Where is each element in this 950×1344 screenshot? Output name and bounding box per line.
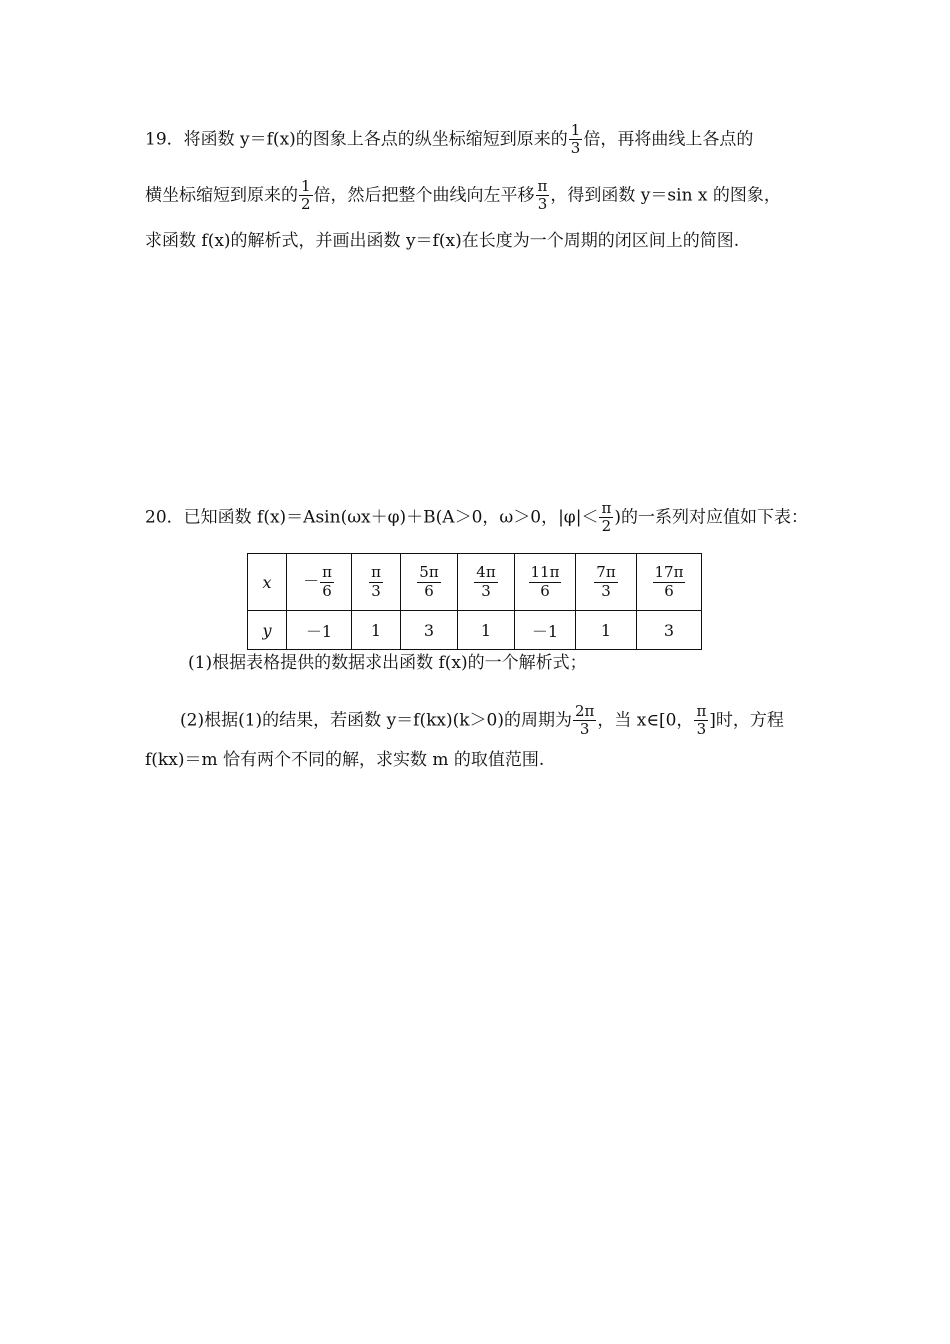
table-header-x: x bbox=[248, 554, 287, 611]
fraction-one-third bbox=[569, 122, 583, 158]
table-row-y bbox=[248, 611, 702, 650]
table-cell-y: 3 bbox=[637, 611, 702, 650]
table-cell-x bbox=[515, 554, 576, 611]
fraction-numerator: 11π bbox=[530, 563, 560, 582]
q20-line-1 bbox=[145, 500, 808, 536]
table-fraction bbox=[529, 564, 562, 600]
table-cell-x bbox=[352, 554, 401, 611]
fraction-numerator: 2π bbox=[575, 702, 595, 720]
fraction-numerator: 17π bbox=[654, 563, 684, 582]
fraction-denominator: 3 bbox=[570, 139, 581, 158]
table-cell-x bbox=[287, 554, 352, 611]
q19-text-2c: ，得到函数 y＝sin x 的图象， bbox=[550, 185, 781, 206]
table-fraction bbox=[594, 564, 617, 600]
fraction-numerator: π bbox=[696, 702, 707, 720]
fraction-denominator: 3 bbox=[481, 581, 491, 600]
fraction-denominator: 3 bbox=[579, 720, 590, 739]
q19-line-1 bbox=[145, 122, 753, 158]
fraction-numerator: π bbox=[601, 499, 612, 517]
q20-part-1: (1)根据表格提供的数据求出函数 f(x)的一个解析式； bbox=[188, 653, 587, 673]
table-row-x bbox=[248, 554, 702, 611]
fraction-two-pi-third bbox=[573, 703, 596, 739]
table-fraction bbox=[369, 564, 383, 600]
fraction-numerator: 5π bbox=[419, 563, 439, 582]
table-fraction bbox=[653, 564, 686, 600]
q20-part2-text-c: ]时，方程 bbox=[709, 710, 784, 731]
q19-text-1a: 19．将函数 y＝f(x)的图象上各点的纵坐标缩短到原来的 bbox=[145, 129, 568, 150]
table-cell-y: 3 bbox=[401, 611, 458, 650]
q19-line-3: 求函数 f(x)的解析式，并画出函数 y＝f(x)在长度为一个周期的闭区间上的简图. bbox=[145, 231, 740, 251]
fraction-numerator: 7π bbox=[596, 563, 616, 582]
fraction-numerator: 4π bbox=[476, 563, 496, 582]
fraction-denominator: 3 bbox=[371, 581, 381, 600]
fraction-denominator: 6 bbox=[322, 581, 332, 600]
q19-text-1b: 倍，再将曲线上各点的 bbox=[583, 129, 754, 150]
table-cell-x bbox=[576, 554, 637, 611]
q20-part2-text-a: (2)根据(1)的结果，若函数 y＝f(kx)(k＞0)的周期为 bbox=[180, 710, 572, 731]
q20-text-1b: )的一系列对应值如下表： bbox=[614, 507, 808, 528]
fraction-one-half bbox=[299, 178, 313, 214]
value-table bbox=[247, 553, 702, 650]
q19-text-2b: 倍，然后把整个曲线向左平移 bbox=[313, 185, 535, 206]
fraction-denominator: 2 bbox=[601, 517, 612, 536]
q19-text-2a: 横坐标缩短到原来的 bbox=[145, 185, 298, 206]
fraction-numerator: π bbox=[537, 177, 548, 195]
fraction-numerator: π bbox=[371, 563, 381, 582]
fraction-pi-half bbox=[599, 500, 613, 536]
q20-part-2-line-1 bbox=[180, 703, 784, 739]
table-cell-x bbox=[401, 554, 458, 611]
q20-part2-text-b: ，当 x∈[0， bbox=[597, 710, 694, 731]
table-cell-y: －1 bbox=[515, 611, 576, 650]
fraction-pi-third bbox=[694, 703, 708, 739]
fraction-numerator: 1 bbox=[570, 121, 581, 139]
fraction-denominator: 6 bbox=[540, 581, 550, 600]
q19-line-2 bbox=[145, 178, 781, 214]
fraction-numerator: 1 bbox=[301, 177, 311, 195]
fraction-denominator: 2 bbox=[301, 195, 311, 214]
table-fraction bbox=[474, 564, 497, 600]
table-cell-y: －1 bbox=[287, 611, 352, 650]
table-fraction bbox=[320, 564, 334, 600]
table-cell-x bbox=[637, 554, 702, 611]
table-cell-y: 1 bbox=[576, 611, 637, 650]
table-fraction bbox=[417, 564, 440, 600]
fraction-denominator: 6 bbox=[664, 581, 674, 600]
minus-sign: － bbox=[303, 571, 320, 591]
fraction-numerator: π bbox=[322, 563, 332, 582]
table-cell-y: 1 bbox=[458, 611, 515, 650]
table-cell-x bbox=[458, 554, 515, 611]
table-cell-y: 1 bbox=[352, 611, 401, 650]
fraction-denominator: 3 bbox=[537, 195, 548, 214]
fraction-denominator: 3 bbox=[601, 581, 611, 600]
fraction-denominator: 6 bbox=[424, 581, 434, 600]
q20-part-2-line-2: f(kx)＝m 恰有两个不同的解，求实数 m 的取值范围. bbox=[145, 750, 545, 770]
q20-text-1a: 20．已知函数 f(x)＝Asin(ωx＋φ)＋B(A＞0，ω＞0，|φ|＜ bbox=[145, 507, 599, 528]
fraction-denominator: 3 bbox=[696, 720, 707, 739]
fraction-pi-third bbox=[536, 178, 550, 214]
table-header-y: y bbox=[248, 611, 287, 650]
